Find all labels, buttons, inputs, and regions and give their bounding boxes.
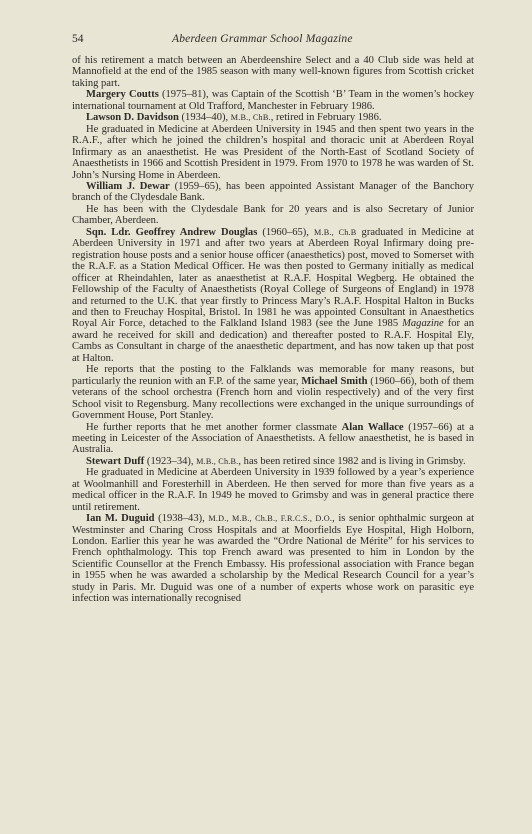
entry-douglas: Sqn. Ldr. Geoffrey Andrew Douglas (1960–65), M.B., Ch.B graduated in Medicine at Aberdeen University in 1971 and after two years at Aberdeen Royal Infirmary doing pre-registration house posts and a senior house officer (anaesthetics) post, moved to Somerset with the R.A.F. as a Station Medical Officer. He was then posted to Germany initially as medical officer at Rheindahlen, later as anaesthetist at R.A.F. Hospital Wegberg. He obtained the Fellowship of the Faculty of Anaesthetists (Royal College of Surgeons of England) in 1978 and returned to the U.K. that year firstly to Princess Mary’s R.A.F. Hospital Halton in Bucks and then to Freuchay Hospital, Bristol. In 1981 he was appointed Consultant in Anaesthetics Royal Air Force, detached to the Falkland Island 1983 (see the June 1985 Magazine for an award he received for skill and dedication) and thereafter posted to R.A.F. Hospital Ely, Cambs as Consultant in charge of the anaesthetic department, and has now taken up that post at Halton. <box>72 226 474 364</box>
paragraph-dewar-detail: He has been with the Clydesdale Bank for 20 years and is also Secretary of Junior Chamber, Aberdeen. <box>72 203 474 227</box>
person-name: William J. Dewar <box>86 180 170 192</box>
person-name: Lawson D. Davidson <box>86 112 179 124</box>
page-number: 54 <box>72 33 84 45</box>
qualifications: M.D., M.B., Ch.B., F.R.C.S., D.O. <box>208 514 333 524</box>
paragraph-continuation: of his retirement a match between an Aberdeenshire Select and a 40 Club side was held at Mannofield at the end of the 1985 season with many well-known figures from Scottish cricket taking part. <box>72 55 474 89</box>
page-header <box>72 31 472 47</box>
paragraph-davidson-detail: He graduated in Medicine at Aberdeen University in 1945 and then spent two years in the R.A.F., after which he joined the children’s hospital and thoracic unit at Aberdeen Royal Infirmary as an anaesthetist. He was President of the North-East of Scotland Society of Anaesthetists in 1966 and Scottish President in 1979. From 1970 to 1978 he was warden of St. John’s Nursing Home in Aberdeen. <box>72 123 474 181</box>
qualifications: M.B., Ch.B. <box>196 456 239 466</box>
entry-davidson: Lawson D. Davidson (1934–40), M.B., ChB., retired in February 1986. <box>86 112 382 124</box>
entry-duguid: Ian M. Duguid (1938–43), M.D., M.B., Ch.B., F.R.C.S., D.O., is senior ophthalmic surgeon at Westminster and Charing Cross Hospitals and at Moorfields Eye Hospital, High Holborn, London. Earlier this year he was awarded the “Ordre National de Mérite” for his services to French ophthalmology. This top French award was presented to him in London by the Scientific Counsellor at the French Embassy. His professional association with France began in 1955 when he was awarded a scholarship by the Medical Research Council for a year’s study in Paris. Mr. Duguid was one of a number of experts whose work on parasitic eye infection was internationally recognised <box>72 513 474 605</box>
running-title: Aberdeen Grammar School Magazine <box>172 33 353 45</box>
entry-duff: Stewart Duff (1923–34), M.B., Ch.B., has been retired since 1982 and is living in Grimsby. <box>86 455 466 467</box>
paragraph-duff-detail: He graduated in Medicine at Aberdeen University in 1939 followed by a year’s experience at Woolmanhill and Foresterhill in Aberdeen. He then served for more than five years as a medical officer in the R.A.F. In 1949 he moved to Grimsby and was in general practice there until retirement. <box>72 467 474 513</box>
person-name: Alan Wallace <box>341 421 404 433</box>
article-body <box>72 55 474 605</box>
qualifications: M.B., ChB. <box>230 113 271 123</box>
person-name: Stewart Duff <box>86 455 145 467</box>
magazine-title: Magazine <box>402 318 444 330</box>
person-name: Ian M. Duguid <box>86 513 155 525</box>
entry-coutts: Margery Coutts (1975–81), was Captain of the Scottish ‘B’ Team in the women’s hockey international tournament at Old Trafford, Manchester in February 1986. <box>72 89 474 112</box>
person-name: Margery Coutts <box>86 89 159 101</box>
paragraph-wallace: He further reports that he met another former classmate Alan Wallace (1957–66) at a meeting in Leicester of the Association of Anaesthetists. A fellow anaesthetist, he is based in Australia. <box>72 421 474 456</box>
paragraph-falklands: He reports that the posting to the Falklands was memorable for many reasons, but particularly the reunion with an F.P. of the same year, Michael Smith (1960–66), both of them veterans of the school orchestra (French horn and violin respectively) and of the very first School visit to Regensburg. Many recollections were exchanged in the unique surroundings of Government House, Port Stanley. <box>72 364 474 422</box>
person-name: Michael Smith <box>301 375 368 387</box>
qualifications: M.B., Ch.B <box>314 227 357 237</box>
entry-dewar: William J. Dewar (1959–65), has been appointed Assistant Manager of the Banchory branch of the Clydesdale Bank. <box>72 180 474 204</box>
person-name: Sqn. Ldr. Geoffrey Andrew Douglas <box>86 226 258 238</box>
